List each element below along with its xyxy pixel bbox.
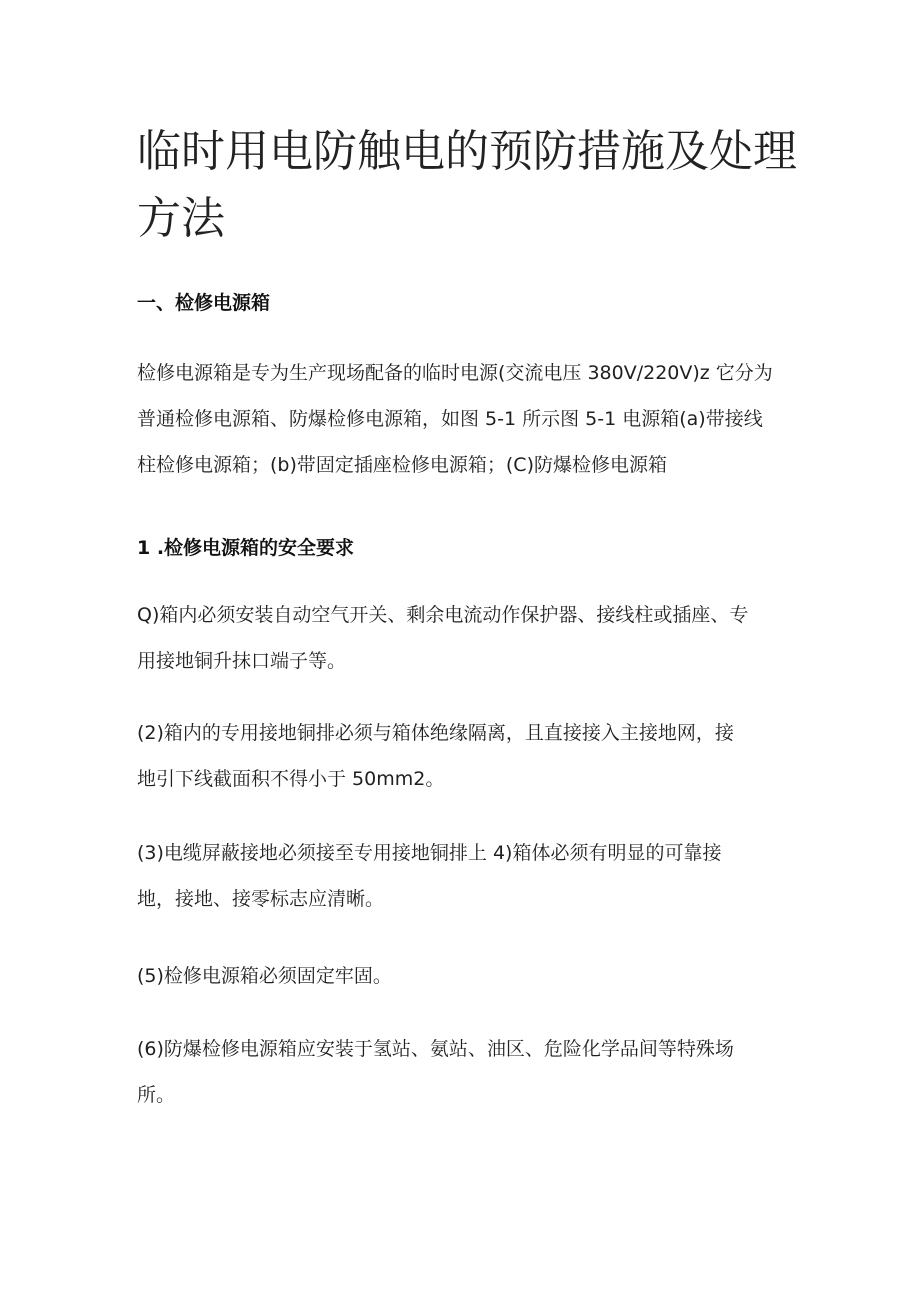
intro-paragraph — [137, 350, 797, 488]
paragraph-line: 用接地铜升抹口端子等。 — [137, 650, 347, 672]
paragraph-line: 地引下线截面积不得小于 50mm2。 — [137, 768, 445, 790]
paragraph-line: (6)防爆检修电源箱应安装于氢站、氨站、油区、危险化学品间等特殊场 — [137, 1038, 734, 1060]
requirement-item-2 — [137, 710, 797, 802]
requirement-item-5 — [137, 953, 797, 999]
title-line: 临时用电防触电的预防措施及处理 — [137, 126, 797, 177]
paragraph-line: 地，接地、接零标志应清晰。 — [137, 888, 385, 910]
paragraph-line: (2)箱内的专用接地铜排必须与箱体绝缘隔离，且直接接入主接地网，接 — [137, 722, 734, 744]
title-line: 方法 — [137, 193, 225, 244]
requirement-item-3 — [137, 830, 797, 922]
paragraph-line: (5)检修电源箱必须固定牢固。 — [137, 965, 392, 987]
document-title — [137, 118, 797, 252]
paragraph-line: 所。 — [137, 1084, 176, 1106]
section-heading: 一、检修电源箱 — [137, 292, 271, 314]
paragraph-line: (3)电缆屏蔽接地必须接至专用接地铜排上 4)箱体必须有明显的可靠接 — [137, 842, 722, 864]
requirement-item-1 — [137, 592, 797, 684]
paragraph-line: 柱检修电源箱；(b)带固定插座检修电源箱；(C)防爆检修电源箱 — [137, 454, 667, 476]
paragraph-line: Q)箱内必须安装自动空气开关、剩余电流动作保护器、接线柱或插座、专 — [137, 604, 749, 626]
requirement-item-6 — [137, 1026, 797, 1118]
subsection-heading: 1 .检修电源箱的安全要求 — [137, 537, 355, 559]
paragraph-line: 普通检修电源箱、防爆检修电源箱，如图 5-1 所示图 5-1 电源箱(a)带接线 — [137, 408, 763, 430]
paragraph-line: 检修电源箱是专为生产现场配备的临时电源(交流电压 380V/220V)z 它分为 — [137, 362, 773, 384]
